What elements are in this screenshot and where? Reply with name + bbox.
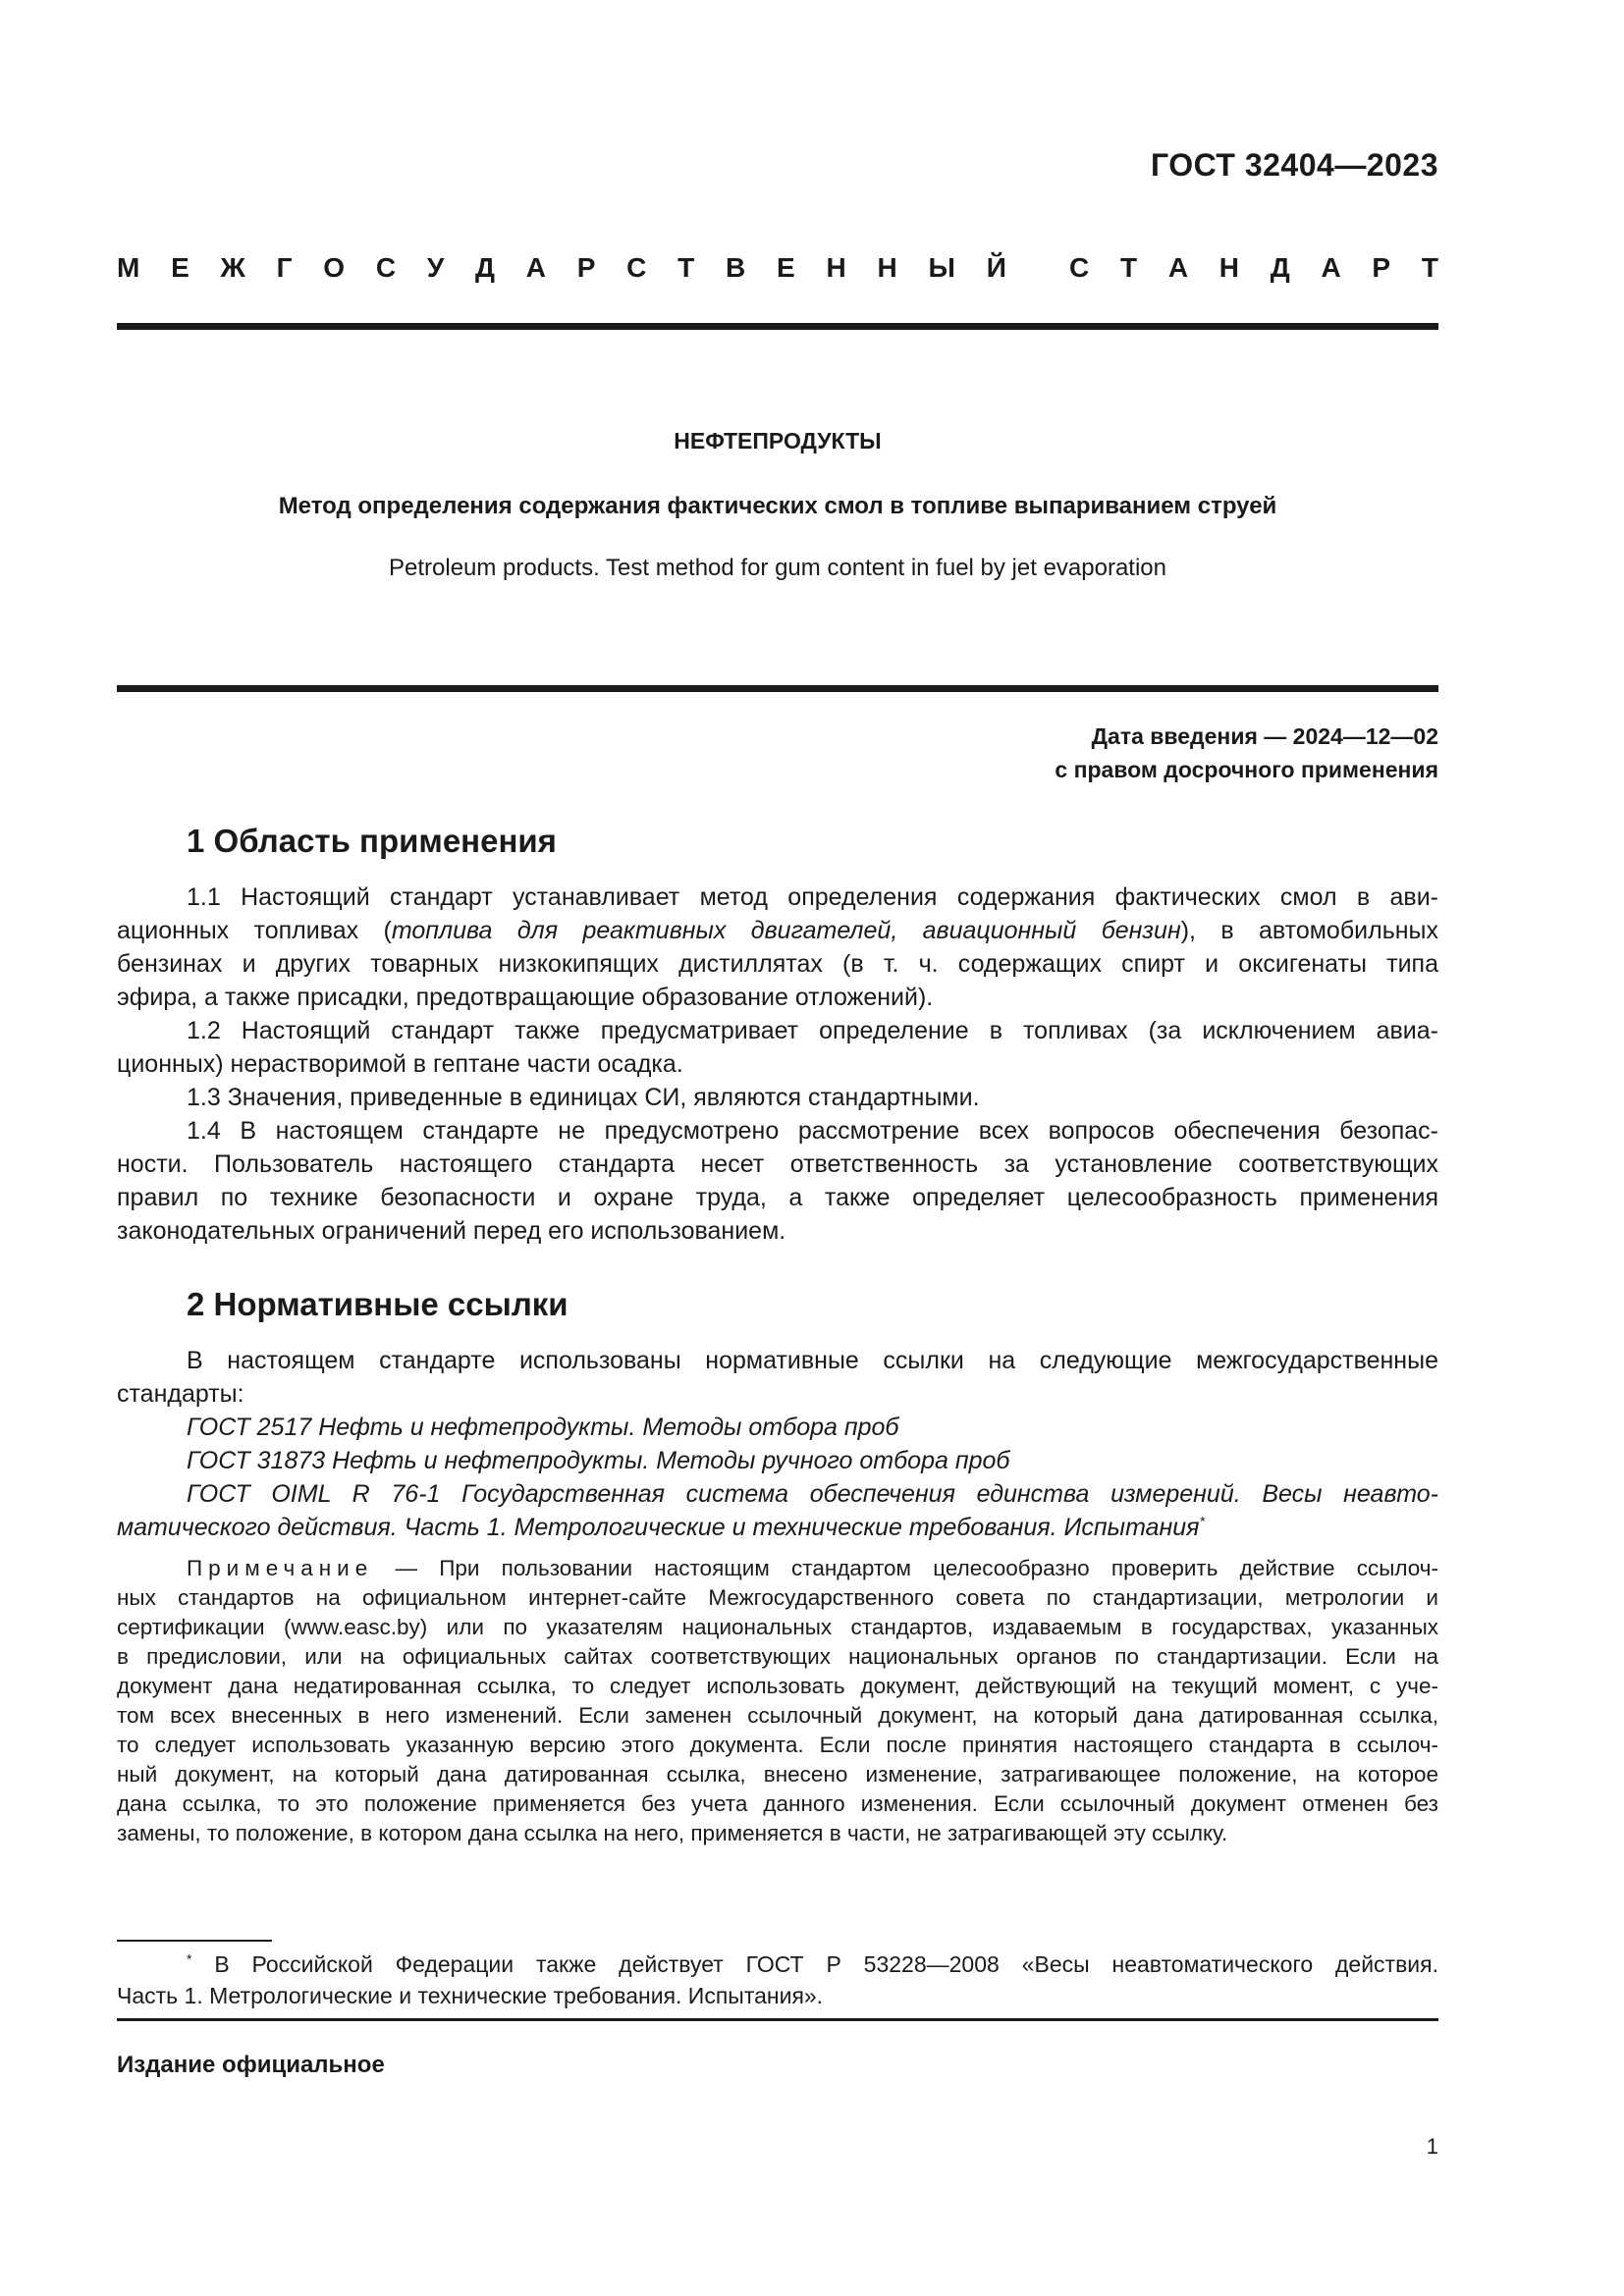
text-line xyxy=(117,1511,1438,1544)
footnote-separator xyxy=(117,1940,272,1942)
text-line: В настоящем стандарте использованы нормативные ссылки на следующие межгосударственные xyxy=(187,1347,1438,1374)
paragraph-1-4 xyxy=(117,1114,1438,1248)
text-line: ный документ, на который дана датированная ссылка, внесено изменение, затрагивающее положение, на которое xyxy=(117,1762,1438,1787)
banner-letter: Р xyxy=(1372,252,1391,283)
banner-letter: С xyxy=(626,252,647,283)
banner-letter: О xyxy=(323,252,346,283)
standard-type-banner xyxy=(117,252,1438,284)
text-line: эфира, а также присадки, предотвращающие образование отложений). xyxy=(117,984,934,1011)
document-designation: ГОСТ 32404—2023 xyxy=(1150,147,1438,183)
text-run: ), в автомобильных xyxy=(1180,917,1438,944)
text-line: законодательных ограничений перед его использованием. xyxy=(117,1217,786,1245)
footnote-marker: * xyxy=(1199,1513,1205,1529)
banner-letter: Р xyxy=(576,252,596,283)
text-line: ГОСТ OIML R 76-1 Государственная система обеспечения единства измерений. Весы неавто- xyxy=(187,1480,1438,1508)
banner-letter: С xyxy=(1069,252,1090,283)
banner-letter: Т xyxy=(1119,252,1138,283)
banner-letter: С xyxy=(375,252,397,283)
text-line: 1.3 Значения, приведенные в единицах СИ, являются стандартными. xyxy=(187,1084,980,1111)
banner-letter: Е xyxy=(171,252,189,283)
references-note xyxy=(117,1554,1438,1848)
banner-letter: Ж xyxy=(220,252,245,283)
banner-letter: М xyxy=(117,252,140,283)
footnote xyxy=(117,1949,1438,2011)
banner-letter: Й xyxy=(986,252,1006,283)
reference-gost-oiml-r76-1 xyxy=(117,1477,1438,1544)
text-run: — При пользовании настоящим стандартом целесообразно проверить действие ссылоч- xyxy=(373,1556,1438,1580)
title-main: НЕФТЕПРОДУКТЫ xyxy=(674,428,882,454)
text-line xyxy=(117,1554,1438,1583)
text-line xyxy=(117,1949,1438,1980)
banner-letter: А xyxy=(525,252,546,283)
text-line: то следует использовать указанную версию этого документа. Если после принятия настоящего стандарта в ссылоч- xyxy=(117,1733,1438,1757)
text-line: стандарты: xyxy=(117,1380,244,1408)
text-line: ности. Пользователь настоящего стандарта несет ответственность за установление соответствующих xyxy=(117,1150,1438,1178)
banner-letter: Н xyxy=(877,252,897,283)
official-edition-label: Издание официальное xyxy=(117,2052,385,2078)
section-heading-normative-references: 2 Нормативные ссылки xyxy=(187,1286,568,1322)
text-run: В Российской Федерации также действует ГОСТ Р 53228—2008 «Весы неавтоматического действия. xyxy=(191,1951,1438,1977)
banner-letter: Д xyxy=(475,252,495,283)
introduction-date: Дата введения — 2024—12—02 xyxy=(1091,723,1438,749)
italic-text-run: топлива для реактивных двигателей, авиационный бензин xyxy=(391,917,1181,944)
banner-letter: Т xyxy=(677,252,695,283)
banner-letter: Н xyxy=(1218,252,1240,283)
text-line xyxy=(117,914,1438,947)
banner-letter: А xyxy=(1167,252,1189,283)
section-heading-scope: 1 Область применения xyxy=(187,823,557,859)
banner-letter: Т xyxy=(1421,252,1438,283)
paragraph-1-2 xyxy=(117,1014,1438,1081)
text-run: ационных топливах ( xyxy=(117,917,392,944)
title-divider xyxy=(117,685,1438,692)
text-run: матического действия. Часть 1. Метрологические и технические требования. Испытания xyxy=(117,1514,1200,1541)
text-line: том всех внесенных в него изменений. Если заменен ссылочный документ, на который дана датированная ссылка, xyxy=(117,1703,1438,1728)
reference-gost-2517: ГОСТ 2517 Нефть и нефтепродукты. Методы отбора проб xyxy=(187,1414,899,1441)
banner-word-standard xyxy=(1069,252,1438,284)
references-intro xyxy=(117,1344,1438,1411)
text-line: правил по технике безопасности и охране труда, а также определяет целесообразность применения xyxy=(117,1184,1438,1211)
note-label: Примечание xyxy=(187,1556,374,1580)
text-line: сертификации (www.easc.by) или по указателям национальных стандартов, издаваемым в государствах, указанных xyxy=(117,1615,1438,1639)
early-application-note: с правом досрочного применения xyxy=(1055,757,1438,782)
banner-letter: Е xyxy=(777,252,795,283)
text-line: Часть 1. Метрологические и технические требования. Испытания». xyxy=(117,1983,824,2008)
banner-letter: Д xyxy=(1270,252,1290,283)
paragraph-1-3 xyxy=(117,1081,1438,1114)
text-line: ных стандартов на официальном интернет-сайте Межгосударственного совета по стандартизации, метрологии и xyxy=(117,1585,1438,1610)
banner-word-interstate xyxy=(117,252,1006,284)
banner-letter: А xyxy=(1321,252,1341,283)
page-number: 1 xyxy=(1426,2134,1438,2159)
text-line: замены, то положение, в котором дана ссылка на него, применяется в части, не затрагивающей эту ссылку. xyxy=(117,1821,1228,1845)
text-line: в предисловии, или на официальных сайтах соответствующих национальных органов по стандартизации. Если на xyxy=(117,1644,1438,1669)
reference-gost-31873: ГОСТ 31873 Нефть и нефтепродукты. Методы ручного отбора проб xyxy=(187,1447,1010,1474)
footer-divider xyxy=(117,2018,1438,2021)
paragraph-1-1 xyxy=(117,881,1438,1014)
footnote-marker: * xyxy=(187,1950,192,1967)
text-line: документ дана недатированная ссылка, то следует использовать документ, действующий на текущий момент, с уче- xyxy=(117,1674,1438,1698)
text-line: бензинах и других товарных низкокипящих дистиллятах (в т. ч. содержащих спирт и оксигенаты типа xyxy=(117,950,1438,978)
text-line: ционных) нерастворимой в гептане части осадка. xyxy=(117,1050,683,1078)
title-subtitle: Метод определения содержания фактических смол в топливе выпариванием струей xyxy=(278,493,1277,519)
banner-letter: У xyxy=(426,252,445,283)
text-line: 1.4 В настоящем стандарте не предусмотрено рассмотрение всех вопросов обеспечения безопас- xyxy=(187,1117,1438,1145)
text-line: дана ссылка, то это положение применяется без учета данного изменения. Если ссылочный документ отменен без xyxy=(117,1791,1438,1816)
banner-letter: Н xyxy=(826,252,846,283)
banner-letter: В xyxy=(726,252,746,283)
banner-letter: Г xyxy=(276,252,293,283)
title-english: Petroleum products. Test method for gum content in fuel by jet evaporation xyxy=(389,555,1166,581)
header-divider xyxy=(117,323,1438,330)
text-line: 1.1 Настоящий стандарт устанавливает метод определения содержания фактических смол в ави- xyxy=(187,883,1438,911)
banner-letter: Ы xyxy=(928,252,955,283)
introduction-date-block xyxy=(1055,720,1438,786)
text-line: 1.2 Настоящий стандарт также предусматривает определение в топливах (за исключением авиа- xyxy=(187,1017,1438,1044)
